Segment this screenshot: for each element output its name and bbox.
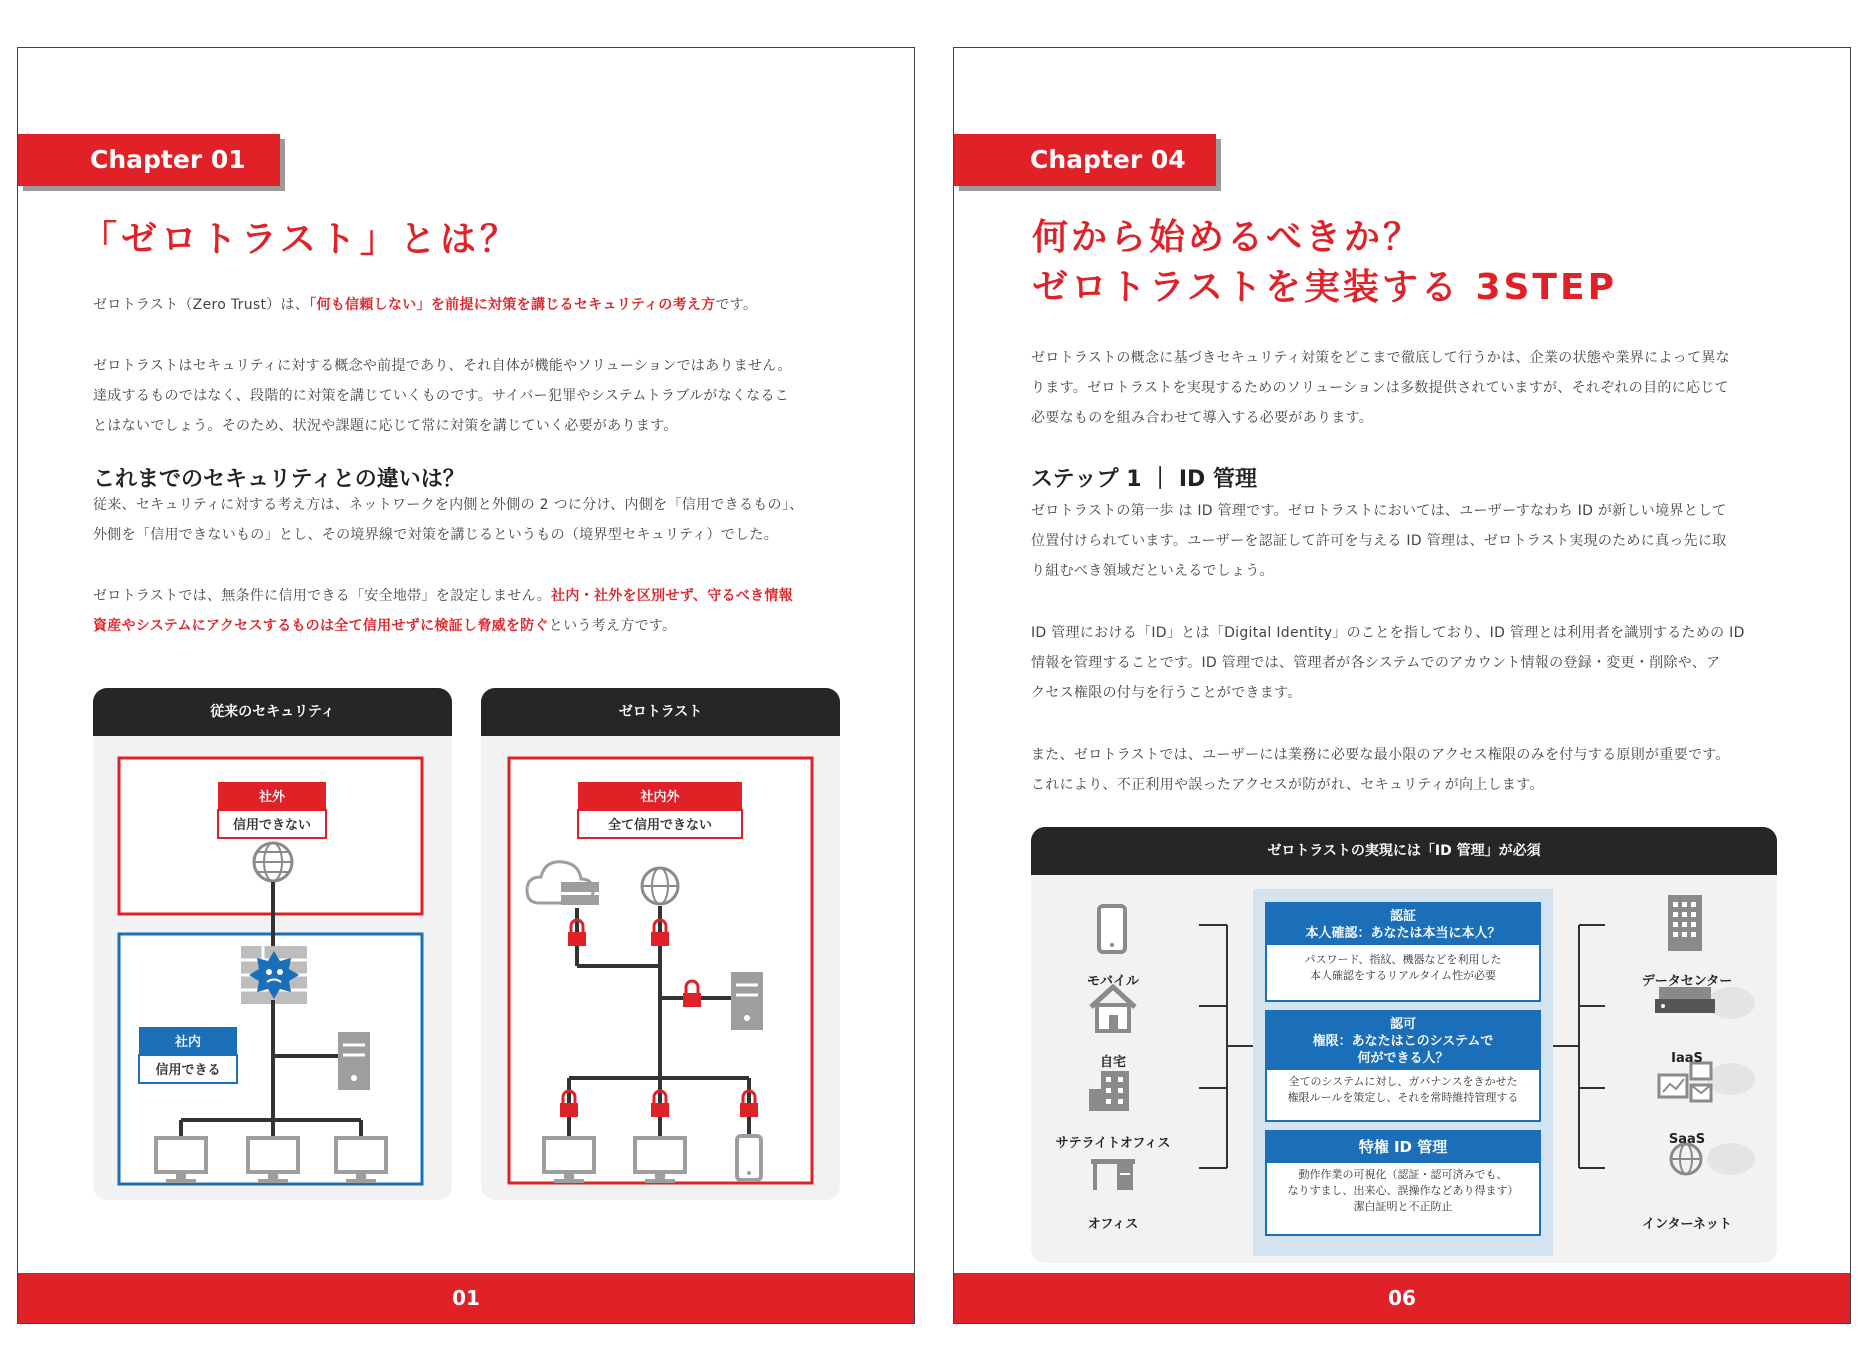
right-item-label: インターネット (1642, 1217, 1732, 1232)
diagram-header: ゼロトラストの実現には「ID 管理」が必須 (1031, 827, 1777, 875)
building-icon (1089, 1071, 1129, 1111)
paragraph-id-definition: ID 管理における「ID」とは「Digital Identity」のことを指しており、ID 管理とは利用者を識別するための ID 情報を管理することです。ID 管理では、管理者が各システムでのアカウント情報の登録・変更・削除や、ア クセス権限の付与を行うことができます。 (1031, 625, 1745, 701)
home-icon (1091, 987, 1135, 1031)
traditional-network-graphic (93, 736, 452, 1200)
outside-label: 社外 (258, 790, 286, 805)
left-item-label: サテライトオフィス (1055, 1136, 1171, 1151)
paragraph-step1: ゼロトラストの第一歩 は ID 管理です。ゼロトラストにおいては、ユーザーすなわち ID が新しい境界として 位置付けられています。ユーザーを認証して許可を与える ID 管理は、ゼロトラスト実現のために真っ先に取 り組むべき領域だといえるでしょう。 (1031, 503, 1727, 579)
privileged-id-box (1265, 1130, 1541, 1236)
left-item-label: 自宅 (1099, 1055, 1126, 1070)
page-title (1032, 213, 1617, 313)
page-title: 「ゼロトラスト」とは？ (81, 219, 520, 260)
title-line-1: 何から始めるべきか？ (1032, 217, 1423, 258)
authorization-desc: 全てのシステムに対し、ガバナンスをきかせた 権限ルールを策定し、それを常時維持管理する (1287, 1075, 1519, 1104)
right-item-label: IaaS (1671, 1051, 1703, 1066)
left-item-label: オフィス (1087, 1217, 1139, 1232)
inside-label: 社内 (174, 1035, 202, 1050)
chapter-label: Chapter 04 (954, 134, 1216, 186)
server-icon (731, 972, 763, 1030)
privileged-id-desc: 動作作業の可視化（認証・認可済みでも、 なりすまし、出来心、誤操作などあり得ます） 潔白証明と不正防止 (1287, 1168, 1519, 1213)
diagram-header: ゼロトラスト (481, 688, 840, 736)
chapter-label: Chapter 01 (18, 134, 280, 186)
data-center-icon (1668, 895, 1702, 951)
step-heading: ステップ 1 ｜ ID 管理 (1031, 467, 1257, 492)
page-chapter-01 (17, 47, 915, 1324)
office-desk-icon (1091, 1159, 1135, 1190)
internet-globe-icon (1671, 1143, 1755, 1175)
zero-trust-network-graphic (481, 736, 840, 1200)
zt-sub-label: 全て信用できない (607, 818, 713, 833)
intro-paragraph: ゼロトラスト（Zero Trust）は、「何も信頼しない」を前提に対策を講じるセキュリティの考え方です。 (93, 297, 758, 313)
zt-label: 社内外 (640, 790, 680, 805)
zero-trust-diagram (481, 688, 840, 1200)
paragraph-traditional: 従来、セキュリティに対する考え方は、ネットワークを内側と外側の 2 つに分け、内側を「信用できるもの」、 外側を「信用できないもの」とし、その境界線で対策を講じるというもの（境界型セキュリティ）でした。 (93, 497, 804, 543)
saas-apps-icon (1659, 1063, 1755, 1101)
section-heading: これまでのセキュリティとの違いは？ (93, 467, 465, 492)
server-icon (338, 1032, 370, 1090)
privileged-id-title: 特権 ID 管理 (1267, 1132, 1539, 1163)
page-number: 01 (18, 1273, 914, 1323)
authorization-title: 認可 権限：あなたはこのシステムで 何ができる人？ (1267, 1012, 1539, 1070)
mobile-icon (1099, 906, 1125, 952)
paragraph-least-privilege: また、ゼロトラストでは、ユーザーには業務に必要な最小限のアクセス権限のみを付与する原則が重要です。 これにより、不正利用や誤ったアクセスが防がれ、セキュリティが向上します。 (1031, 747, 1730, 793)
paragraph-zero-trust: ゼロトラストでは、無条件に信用できる「安全地帯」を設定しません。社内・社外を区別せず、守るべき情報 資産やシステムにアクセスするものは全て信用せずに検証し脅威を防ぐという考え方です。 (93, 588, 794, 634)
outside-sub-label: 信用できない (232, 818, 312, 833)
traditional-security-diagram (93, 688, 452, 1200)
authentication-box (1265, 902, 1541, 1002)
title-line-2: ゼロトラストを実装する 3STEP (1032, 267, 1617, 308)
inside-sub-label: 信用できる (155, 1063, 221, 1078)
iaas-server-icon (1655, 987, 1755, 1019)
authentication-title: 認証 本人確認：あなたは本当に本人？ (1267, 904, 1539, 945)
authentication-desc: パスワード、指紋、機器などを利用した 本人確認をするリアルタイム性が必要 (1304, 953, 1502, 982)
paragraph-concept: ゼロトラストはセキュリティに対する概念や前提であり、それ自体が機能やソリューションではありません。 達成するものではなく、段階的に対策を講じていくものです。サイバー犯罪やシステムトラブルがなくなるこ とはないでしょう。そのため、状況や課題に応じて常に対策を講じていく必要があります。 (93, 358, 792, 434)
smartphone-icon (737, 1136, 761, 1180)
id-management-diagram (1031, 827, 1777, 1263)
right-item-label: SaaS (1668, 1132, 1706, 1147)
authorization-box (1265, 1010, 1541, 1122)
page-chapter-04 (953, 47, 1851, 1324)
diagram-header: 従来のセキュリティ (93, 688, 452, 736)
left-item-label: モバイル (1086, 974, 1139, 989)
page-number: 06 (954, 1273, 1850, 1323)
right-item-label: データセンター (1641, 974, 1733, 989)
paragraph-intro: ゼロトラストの概念に基づきセキュリティ対策をどこまで徹底して行うかは、企業の状態や業界によって異な ります。ゼロトラストを実現するためのソリューションは多数提供されていますが、それぞれの目的に応じて 必要なものを組み合わせて導入する必要があります。 (1031, 350, 1730, 426)
